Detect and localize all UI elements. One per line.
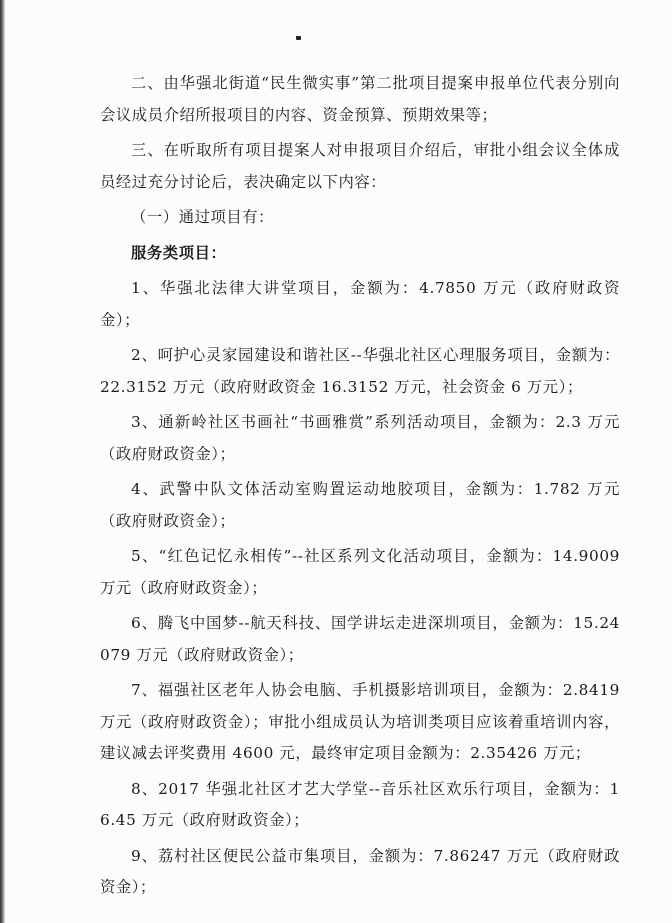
document-body	[100, 68, 620, 908]
list-item: 9、荔村社区便民公益市集项目，金额为：7.86247 万元（政府财政资金）；	[100, 846, 620, 896]
scan-dot-mark	[296, 36, 301, 40]
list-item: 2、呵护心灵家园建设和谐社区--华强北社区心理服务项目，金额为：22.3152 万元（政府财政资金 16.3152 万元，社会资金 6 万元）；	[100, 346, 620, 396]
list-item: 7、福强社区老年人协会电脑、手机摄影培训项目，金额为：2.8419 万元（政府财政资金）；审批小组成员认为培训类项目应该着重培训内容，建议减去评奖费用 4600 元，最终审定项目金额为：2.35426 万元；	[100, 681, 620, 762]
category-heading-service: 服务类项目：	[131, 243, 227, 262]
list-item: 5、“红色记忆永相传”--社区系列文化活动项目，金额为：14.9009 万元（政府财政资金）；	[100, 547, 620, 597]
section-heading-approved: （一）通过项目有：	[131, 208, 275, 226]
list-item: 8、2017 华强北社区才艺大学堂--音乐社区欢乐行项目，金额为：16.45 万元（政府财政资金）；	[100, 779, 620, 829]
paragraph-2: 二、由华强北街道“民生微实事”第二批项目提案申报单位代表分别向会议成员介绍所报项目的内容、资金预算、预期效果等；	[100, 74, 620, 124]
list-item: 4、武警中队文体活动室购置运动地胶项目，金额为：1.782 万元（政府财政资金）；	[100, 480, 620, 530]
list-item: 3、通新岭社区书画社“书画雅赏”系列活动项目，金额为：2.3 万元（政府财政资金）；	[100, 413, 620, 463]
list-item: 6、腾飞中国梦--航天科技、国学讲坛走进深圳项目，金额为：15.24079 万元（政府财政资金）；	[100, 614, 620, 664]
paragraph-3: 三、在听取所有项目提案人对申报项目介绍后，审批小组会议全体成员经过充分讨论后，表决确定以下内容：	[100, 141, 620, 191]
list-item: 1、华强北法律大讲堂项目，金额为：4.7850 万元（政府财政资金）；	[100, 279, 620, 329]
scan-left-edge	[0, 0, 5, 923]
